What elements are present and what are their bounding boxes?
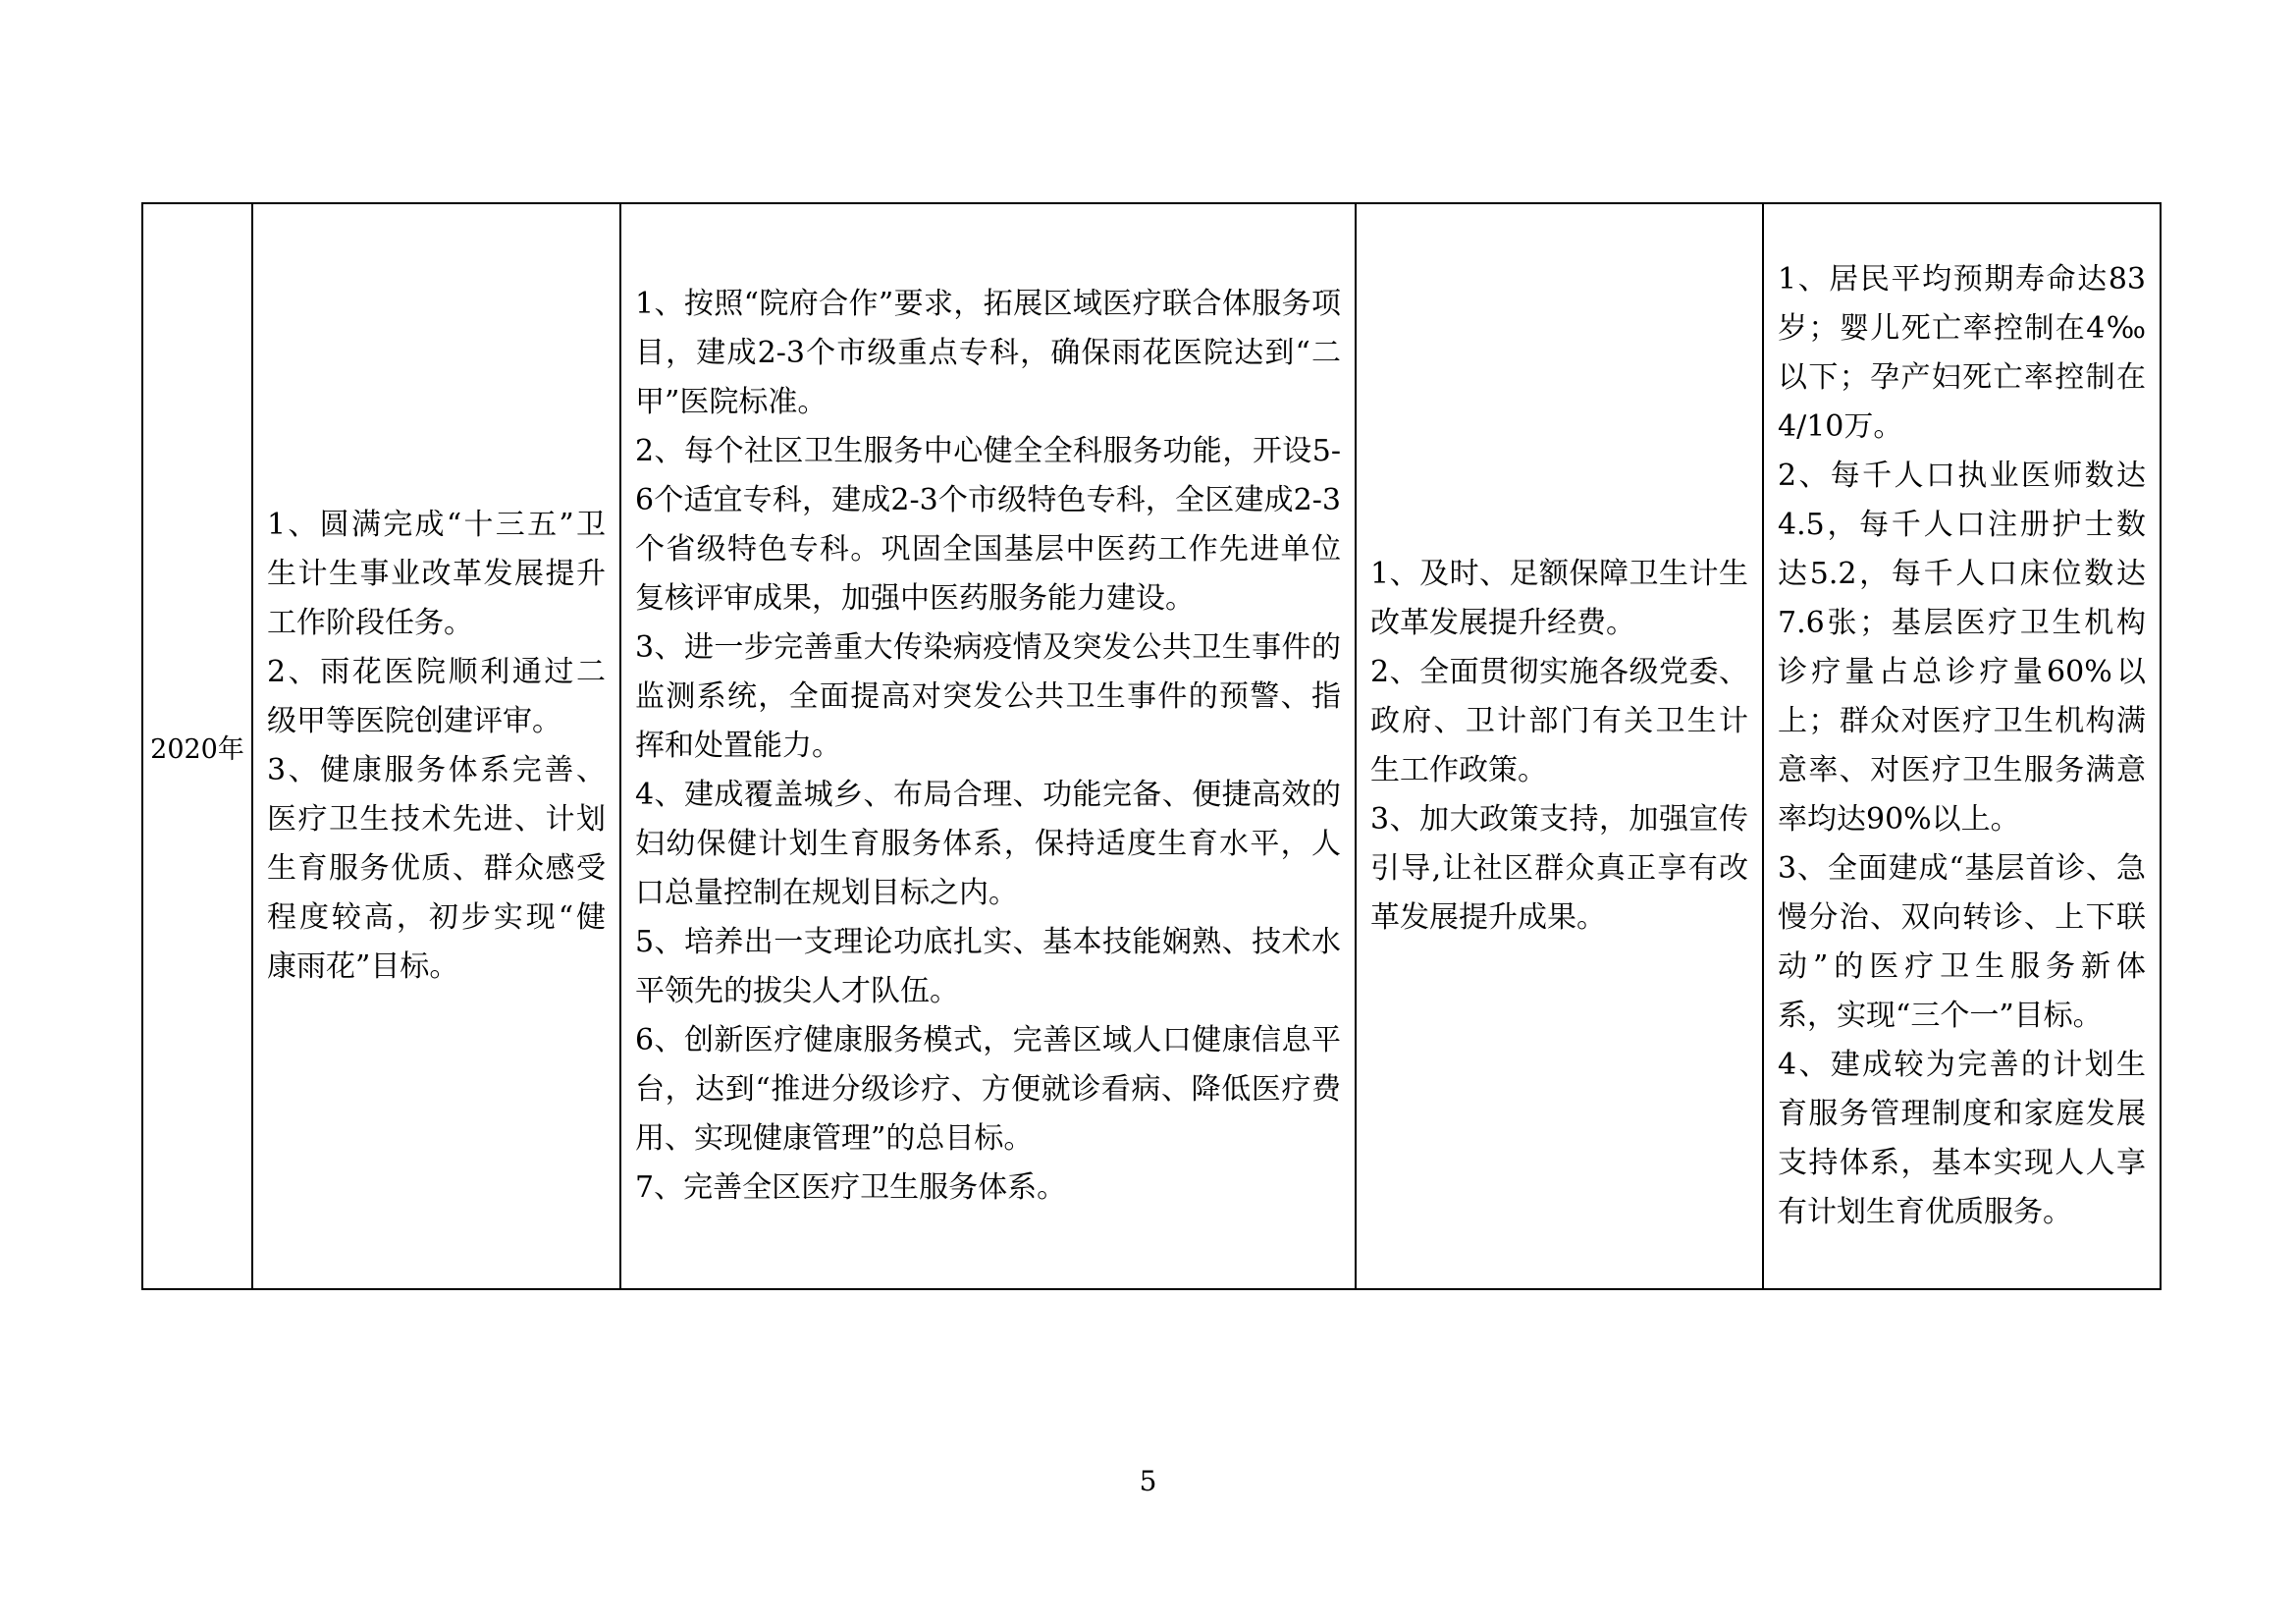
task-item: 6、创新医疗健康服务模式，完善区域人口健康信息平台，达到“推进分级诊疗、方便就诊看病、降低医疗费用、实现健康管理”的总目标。 — [635, 1023, 1341, 1156]
support-item: 1、及时、足额保障卫生计生改革发展提升经费。 — [1370, 557, 1748, 640]
task-item: 7、完善全区医疗卫生服务体系。 — [635, 1170, 1067, 1205]
indicators-cell — [1763, 203, 2161, 1289]
table-row — [142, 203, 2161, 1289]
goal-item: 1、圆满完成“十三五”卫生计生事业改革发展提升工作阶段任务。 — [267, 508, 606, 640]
plan-table — [141, 202, 2162, 1290]
page-number: 5 — [1139, 1465, 1157, 1497]
goal-item: 3、健康服务体系完善、医疗卫生技术先进、计划生育服务优质、群众感受程度较高，初步实现“健康雨花”目标。 — [267, 753, 606, 984]
support-item: 3、加大政策支持，加强宣传引导,让社区群众真正享有改革发展提升成果。 — [1370, 802, 1748, 935]
task-item: 3、进一步完善重大传染病疫情及突发公共卫生事件的监测系统，全面提高对突发公共卫生事件的预警、指挥和处置能力。 — [635, 630, 1341, 763]
support-item: 2、全面贯彻实施各级党委、政府、卫计部门有关卫生计生工作政策。 — [1370, 655, 1748, 787]
indicator-item: 2、每千人口执业医师数达4.5，每千人口注册护士数达5.2，每千人口床位数达7.6张；基层医疗卫生机构诊疗量占总诊疗量60%以上；群众对医疗卫生机构满意率、对医疗卫生服务满意率均达90%以上。 — [1778, 459, 2146, 837]
indicator-item: 4、建成较为完善的计划生育服务管理制度和家庭发展支持体系，基本实现人人享有计划生育优质服务。 — [1778, 1048, 2146, 1229]
tasks-cell — [620, 203, 1356, 1289]
indicator-item: 3、全面建成“基层首诊、急慢分治、双向转诊、上下联动”的医疗卫生服务新体系，实现“三个一”目标。 — [1778, 851, 2146, 1033]
task-item: 1、按照“院府合作”要求，拓展区域医疗联合体服务项目，建成2-3个市级重点专科，确保雨花医院达到“二甲”医院标准。 — [635, 287, 1341, 419]
goal-item: 2、雨花医院顺利通过二级甲等医院创建评审。 — [267, 655, 606, 738]
indicator-item: 1、居民平均预期寿命达83岁；婴儿死亡率控制在4‰以下；孕产妇死亡率控制在4/10万。 — [1778, 262, 2146, 444]
year-cell: 2020年 — [142, 203, 252, 1289]
task-item: 2、每个社区卫生服务中心健全全科服务功能，开设5-6个适宜专科，建成2-3个市级特色专科，全区建成2-3个省级特色专科。巩固全国基层中医药工作先进单位复核评审成果，加强中医药服务能力建设。 — [635, 434, 1341, 616]
task-item: 5、培养出一支理论功底扎实、基本技能娴熟、技术水平领先的拔尖人才队伍。 — [635, 925, 1341, 1008]
supports-cell — [1356, 203, 1763, 1289]
task-item: 4、建成覆盖城乡、布局合理、功能完备、便捷高效的妇幼保健计划生育服务体系，保持适度生育水平，人口总量控制在规划目标之内。 — [635, 778, 1341, 910]
goals-cell — [252, 203, 620, 1289]
